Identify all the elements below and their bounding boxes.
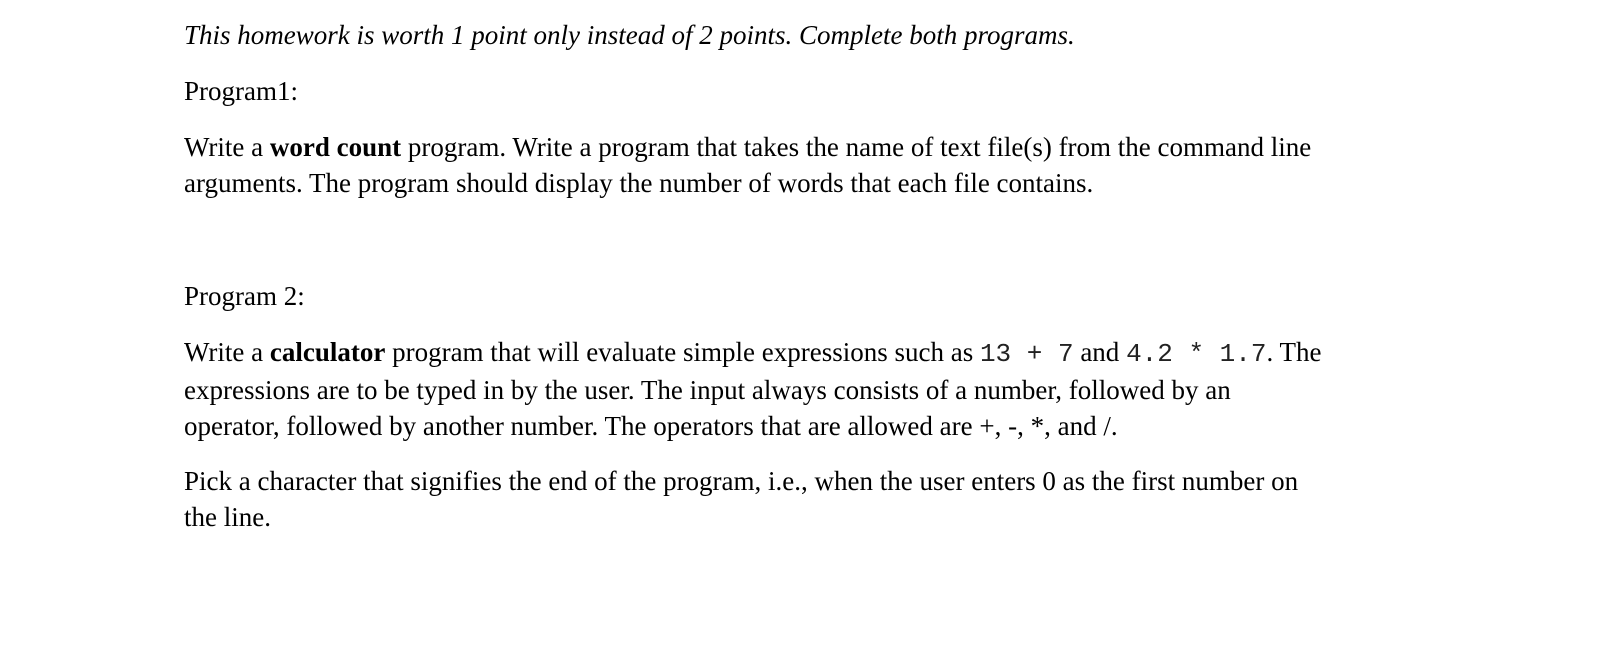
intro-note: This homework is worth 1 point only instead of 2 points. Complete both programs. xyxy=(184,20,1075,50)
program1-description-line2: arguments. The program should display the number of words that each file contains. xyxy=(184,168,1094,198)
expression-example-2: 4.2 * 1.7 xyxy=(1126,339,1267,369)
program2-text-and: and xyxy=(1073,337,1127,367)
program2-description-line2: expressions are to be typed in by the user. The input always consists of a number, followed by an xyxy=(184,375,1231,405)
program1-description-line1 xyxy=(184,129,1311,165)
program2-end-note-line2: the line. xyxy=(184,502,271,532)
program1-heading: Program1: xyxy=(184,76,298,106)
program2-end-note-line1: Pick a character that signifies the end of the program, i.e., when the user enters 0 as the first number on xyxy=(184,466,1299,496)
program2-text-mid: program that will evaluate simple expressions such as xyxy=(385,337,980,367)
program2-description-line3: operator, followed by another number. The operators that are allowed are +, -, *, and /. xyxy=(184,411,1118,441)
program2-heading: Program 2: xyxy=(184,281,305,311)
program2-text-post: . The xyxy=(1266,337,1322,367)
program2-bold-term: calculator xyxy=(269,337,386,367)
program2-text-pre: Write a xyxy=(184,337,270,367)
program1-bold-term: word count xyxy=(269,132,402,162)
expression-example-1: 13 + 7 xyxy=(979,339,1074,369)
program1-text-post: program. Write a program that takes the name of text file(s) from the command line xyxy=(401,132,1312,162)
program2-description-line1 xyxy=(184,334,1322,372)
program1-text-pre: Write a xyxy=(184,132,270,162)
